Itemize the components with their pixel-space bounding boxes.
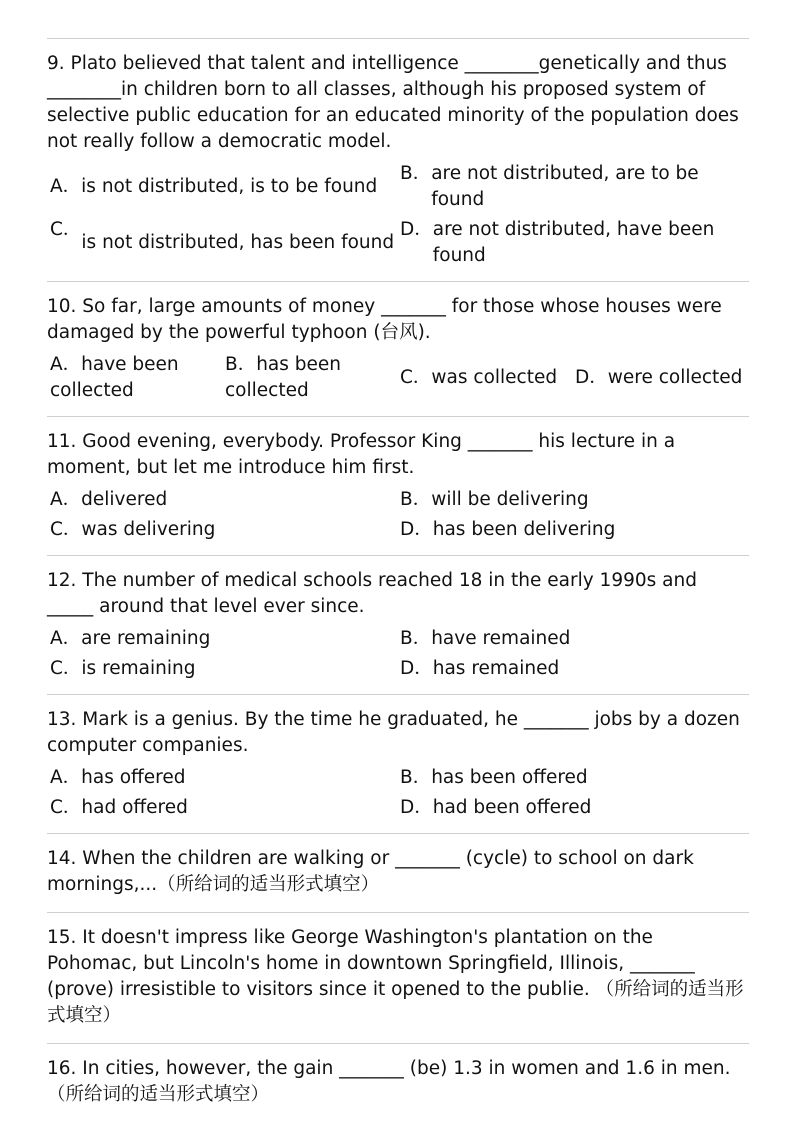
question-14 [47,833,749,912]
option-b[interactable] [397,763,749,793]
option-text: have remained [431,628,571,649]
option-letter: B． [400,489,432,510]
question-stem: 12. The number of medical schools reached 18 in the early 1990s and _____ around that level ever since. [47,570,697,617]
option-a[interactable] [47,485,397,515]
option-a[interactable] [47,624,397,654]
option-c[interactable] [47,515,397,545]
option-letter: B． [225,354,257,375]
question-stem: 14. When the children are walking or _______ (cycle) to school on dark mornings,...（所给词的适当形式填空） [47,848,694,895]
option-b[interactable] [397,485,749,515]
option-text: will be delivering [431,489,589,510]
option-text: has been offered [431,767,588,788]
option-text [225,352,397,404]
option-letter: B． [400,163,432,184]
question-16 [47,1043,749,1122]
option-text: was collected [431,367,558,388]
option-letter: A． [50,628,82,649]
options-grid [47,763,749,823]
option-a[interactable] [47,763,397,793]
option-text: are remaining [81,628,211,649]
option-letter: D． [400,658,433,679]
option-text-body: have been collected [50,354,179,401]
question-stem: 13. Mark is a genius. By the time he graduated, he _______ jobs by a dozen computer companies. [47,709,740,756]
option-text: is not distributed, is to be found [81,176,378,197]
option-letter: A． [50,176,82,197]
option-c[interactable] [47,654,397,684]
option-text: was delivering [81,519,216,540]
option-letter: D． [575,367,608,388]
options-grid [47,624,749,684]
option-text: is not distributed, has been found [81,232,395,253]
option-c[interactable] [397,350,572,406]
option-letter: B． [400,628,432,649]
option-c[interactable] [47,215,397,271]
option-letter: D． [400,797,433,818]
question-stem: 10. So far, large amounts of money _______ for those whose houses were damaged by the powerful typhoon (台风). [47,296,722,343]
option-text: are not distributed, have been found [432,219,715,266]
option-text: has offered [81,767,186,788]
option-text [50,352,222,404]
question-stem: 16. In cities, however, the gain _______ (be) 1.3 in women and 1.6 in men.（所给词的适当形式填空） [47,1058,731,1105]
option-b[interactable] [397,159,749,215]
option-letter: A． [50,354,82,375]
option-text: had offered [81,797,188,818]
question-10 [47,281,749,416]
option-text: had been offered [432,797,592,818]
option-d[interactable] [397,215,749,271]
option-text: are not distributed, are to be found [431,163,699,210]
option-d[interactable] [397,793,749,823]
option-text [575,365,742,391]
option-b[interactable] [397,624,749,654]
question-13 [47,694,749,833]
option-d[interactable] [397,654,749,684]
option-a[interactable] [47,159,397,215]
options-grid [47,485,749,545]
option-text-body: were collected [607,367,743,388]
question-stem: 15. It doesn't impress like George Washington's plantation on the Pohomac, but Lincoln's home in downtown Springfield, Illinois, _______ (prove) irresistible to visitors since it opened to the publie. （所给词的适当形式填空） [47,927,744,1026]
option-letter: A． [50,489,82,510]
question-15 [47,912,749,1043]
exam-page [47,38,749,1122]
option-d[interactable] [572,350,749,406]
options-grid [47,159,749,271]
option-text: delivered [81,489,168,510]
option-c[interactable] [47,793,397,823]
option-text-body: has been collected [225,354,342,401]
options-grid [47,350,749,406]
option-letter: C． [50,219,82,240]
question-stem: 9. Plato believed that talent and intelligence ________genetically and thus ________in children born to all classes, although his proposed system of selective public education for an educated minority of the population does not really follow a democratic model. [47,53,739,152]
option-letter: D． [400,219,433,240]
option-letter: C． [400,367,432,388]
option-text: has remained [432,658,560,679]
option-b[interactable] [222,350,397,406]
question-stem: 11. Good evening, everybody. Professor King _______ his lecture in a moment, but let me introduce him first. [47,431,676,478]
option-text: is remaining [81,658,196,679]
question-12 [47,555,749,694]
option-a[interactable] [47,350,222,406]
question-9 [47,38,749,281]
option-letter: A． [50,767,82,788]
option-letter: B． [400,767,432,788]
option-letter: D． [400,519,433,540]
option-letter: C． [50,519,82,540]
option-letter: C． [50,797,82,818]
option-d[interactable] [397,515,749,545]
question-11 [47,416,749,555]
option-letter: C． [50,658,82,679]
option-text: has been delivering [432,519,616,540]
